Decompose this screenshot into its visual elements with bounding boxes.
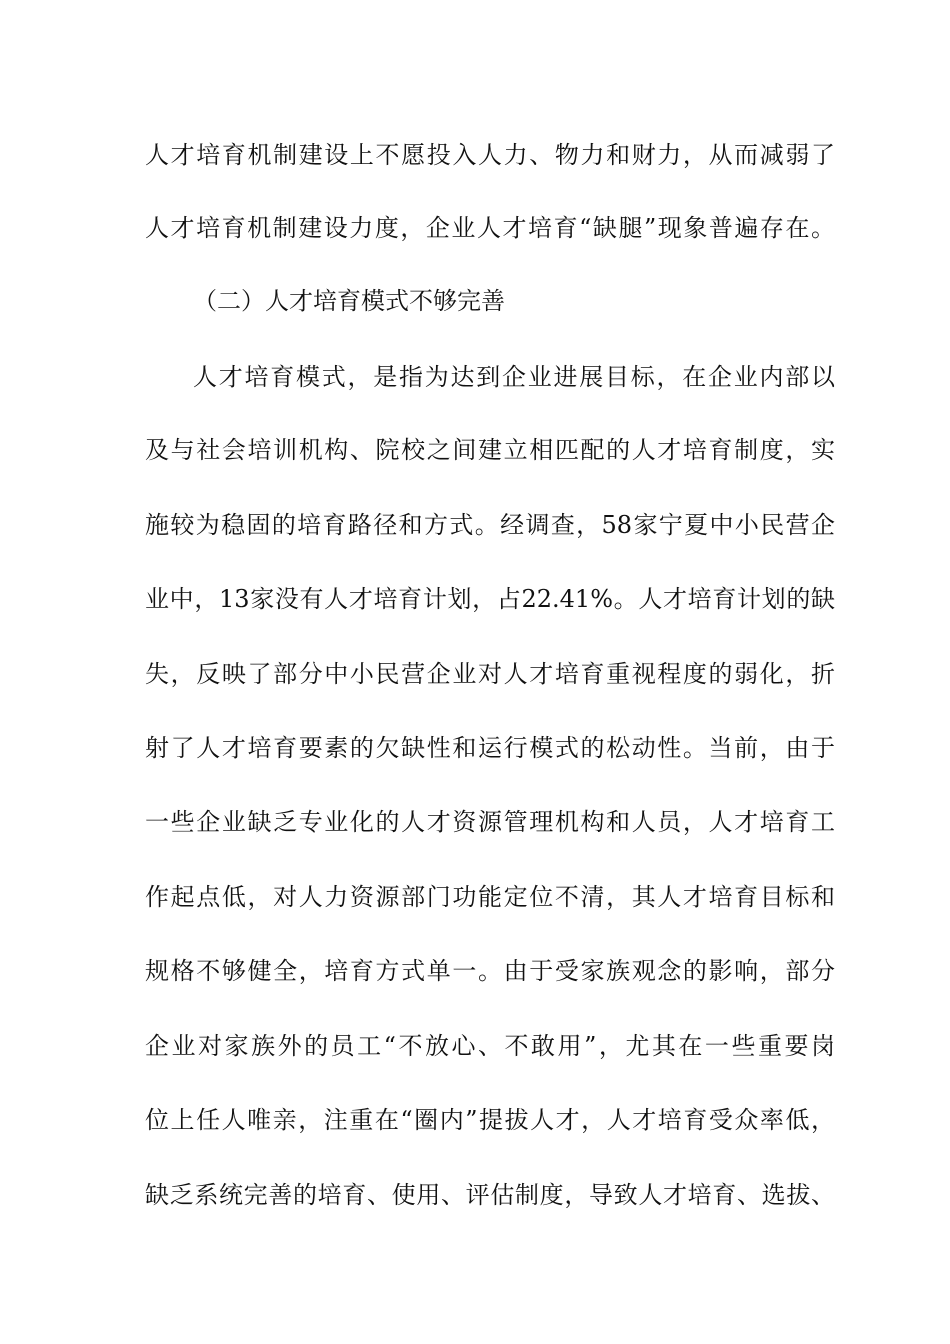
text-line-4: 人才培育模式，是指为达到企业进展目标，在企业内部以 — [193, 363, 835, 391]
text-line-13: 企业对家族外的员工“不放心、不敢用”，尤其在一些重要岗 — [145, 1032, 835, 1060]
text-line-15: 缺乏系统完善的培育、使用、评估制度，导致人才培育、选拔、 — [145, 1181, 835, 1209]
text-line-10: 一些企业缺乏专业化的人才资源管理机构和人员，人才培育工 — [145, 808, 835, 836]
text-line-1: 人才培育机制建设上不愿投入人力、物力和财力，从而减弱了 — [145, 141, 835, 169]
text-line-6: 施较为稳固的培育路径和方式。经调查，58家宁夏中小民营企 — [145, 511, 835, 539]
text-line-7: 业中，13家没有人才培育计划，占22.41%。人才培育计划的缺 — [145, 585, 835, 613]
text-line-5: 及与社会培训机构、院校之间建立相匹配的人才培育制度，实 — [145, 436, 835, 464]
text-line-11: 作起点低，对人力资源部门功能定位不清，其人才培育目标和 — [145, 883, 835, 911]
text-line-12: 规格不够健全，培育方式单一。由于受家族观念的影响，部分 — [145, 957, 835, 985]
text-line-9: 射了人才培育要素的欠缺性和运行模式的松动性。当前，由于 — [145, 734, 835, 762]
text-line-2: 人才培育机制建设力度，企业人才培育“缺腿”现象普遍存在。 — [145, 214, 835, 242]
text-line-14: 位上任人唯亲，注重在“圈内”提拔人才，人才培育受众率低， — [145, 1106, 835, 1134]
section-heading: （二）人才培育模式不够完善 — [193, 287, 505, 315]
text-line-8: 失，反映了部分中小民营企业对人才培育重视程度的弱化，折 — [145, 660, 835, 688]
